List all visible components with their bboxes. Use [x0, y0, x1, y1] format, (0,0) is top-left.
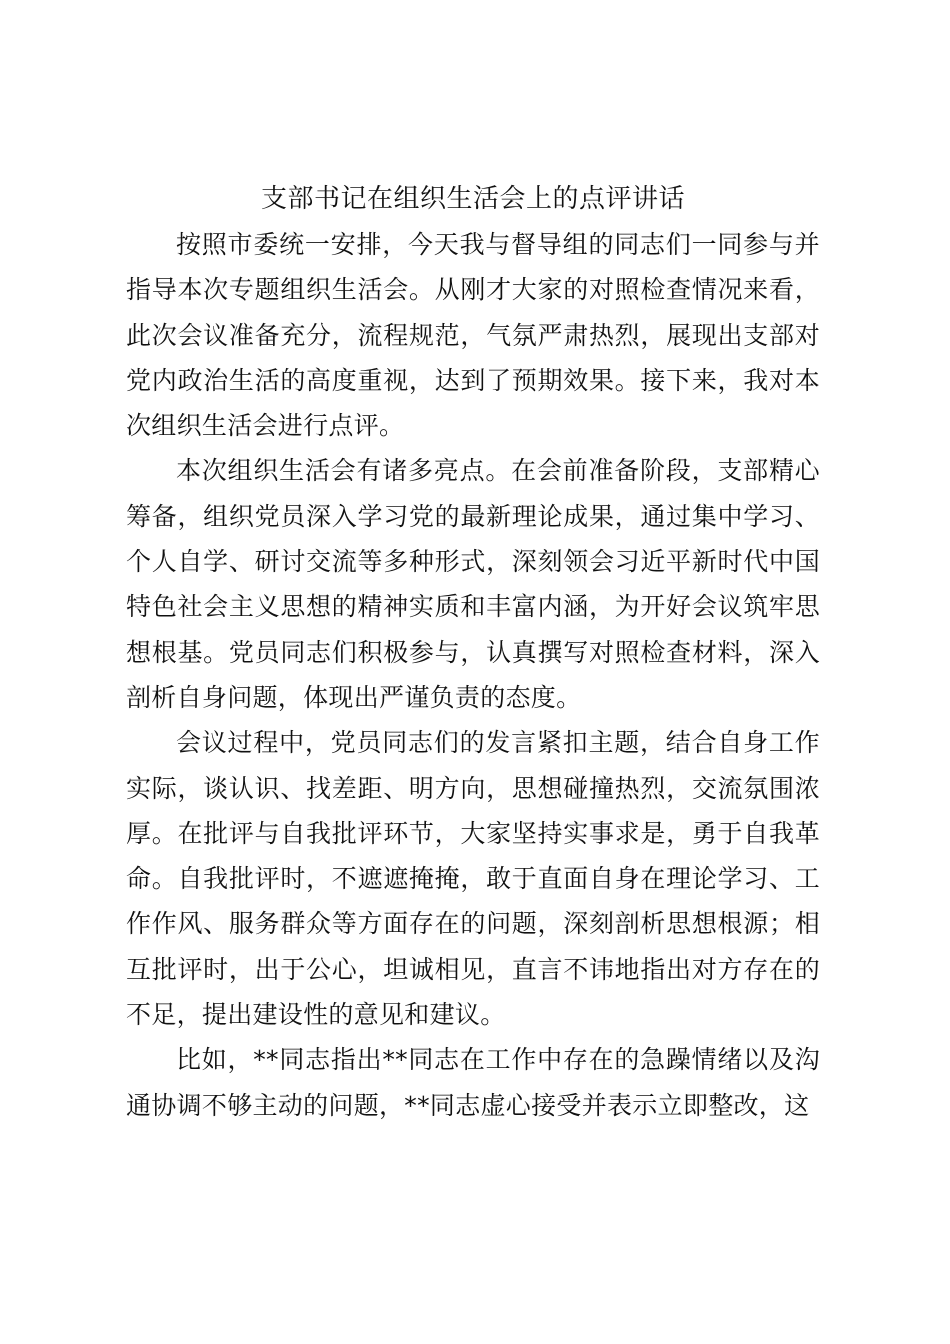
paragraph-3: 会议过程中，党员同志们的发言紧扣主题，结合自身工作实际，谈认识、找差距、明方向，思想碰撞热烈，交流氛围浓厚。在批评与自我批评环节，大家坚持实事求是，勇于自我革命。自我批评时，不遮遮掩掩，敢于直面自身在理论学习、工作作风、服务群众等方面存在的问题，深刻剖析思想根源；相互批评时，出于公心，坦诚相见，直言不讳地指出对方存在的不足，提出建设性的意见和建议。	[126, 728, 820, 1030]
document-page	[126, 176, 820, 1128]
paragraph-2: 本次组织生活会有诸多亮点。在会前准备阶段，支部精心筹备，组织党员深入学习党的最新理论成果，通过集中学习、个人自学、研讨交流等多种形式，深刻领会习近平新时代中国特色社会主义思想的精神实质和丰富内涵，为开好会议筑牢思想根基。党员同志们积极参与，认真撰写对照检查材料，深入剖析自身问题，体现出严谨负责的态度。	[126, 456, 820, 712]
paragraph-4: 比如，**同志指出**同志在工作中存在的急躁情绪以及沟通协调不够主动的问题，**同志虚心接受并表示立即整改，这	[126, 1045, 820, 1120]
document-title: 支部书记在组织生活会上的点评讲话	[260, 184, 685, 214]
paragraph-1: 按照市委统一安排，今天我与督导组的同志们一同参与并指导本次专题组织生活会。从刚才大家的对照检查情况来看，此次会议准备充分，流程规范，气氛严肃热烈，展现出支部对党内政治生活的高度重视，达到了预期效果。接下来，我对本次组织生活会进行点评。	[126, 230, 820, 441]
